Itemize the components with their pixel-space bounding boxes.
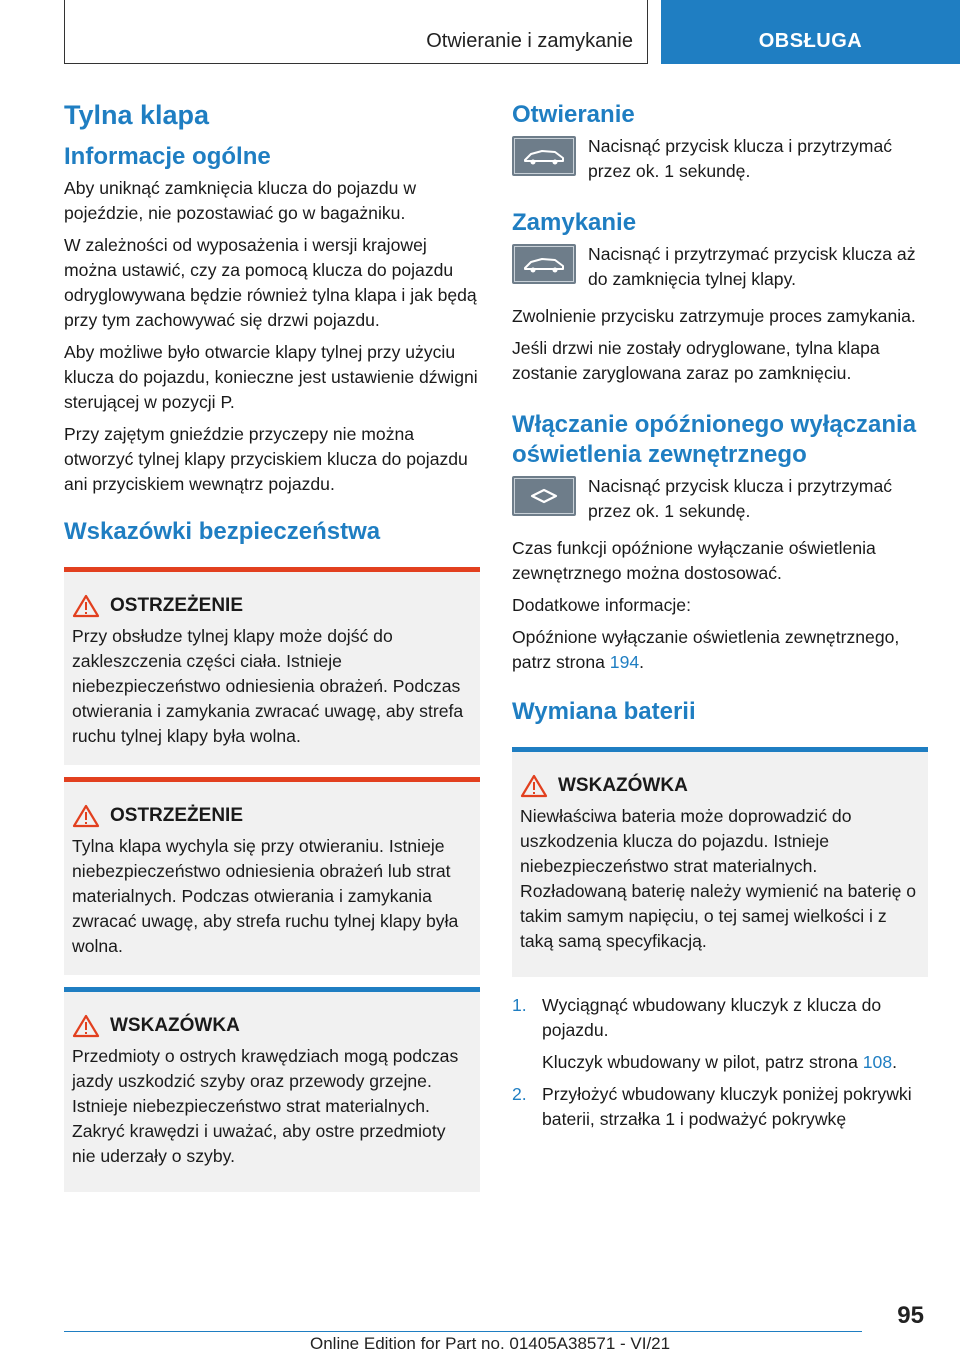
note-title: WSKAZÓWKA	[558, 775, 688, 796]
close-paragraph-1: Zwolnienie przycisku zatrzymuje proces zamykania.	[512, 306, 916, 326]
header-chapter-tab	[661, 0, 960, 64]
tailgate-button-icon	[512, 244, 576, 284]
general-paragraph-3: Aby możliwe było otwarcie klapy tylnej przy użyciu klucza do pojazdu, konieczne jest ustawienie dźwigni sterującej w pozycji P.	[64, 342, 478, 412]
warning-box-2	[64, 777, 480, 975]
step-number: 1.	[512, 995, 527, 1015]
light-heading: Włączanie opóźnionego wyłączania oświetlenia zewnętrznego	[512, 411, 917, 468]
general-heading: Informacje ogólne	[64, 143, 271, 170]
warning-box-1	[64, 567, 480, 765]
page-number: 95	[897, 1302, 924, 1329]
note-box-2	[512, 747, 928, 977]
header-chapter-title: OBSŁUGA	[758, 30, 863, 52]
warning-text: Tylna klapa wychyla się przy otwieraniu. Istnieje niebezpieczeństwo odniesienia obrażeń lub strat materialnych. Podczas otwierania i zamykania zwracać uwagę, aby strefa ruchu tylnej klapy była wolna.	[72, 836, 459, 956]
step-text: Wyciągnąć wbudowany kluczyk z klucza do pojazdu.	[542, 995, 882, 1040]
warning-triangle-icon	[72, 1014, 100, 1038]
general-paragraph-2: W zależności od wyposażenia i wersji krajowej można ustawić, czy za pomocą klucza do pojazdu odryglowywana będzie również tylna klapa i jak będą przy tym zachowywać się drzwi pojazdu.	[64, 235, 477, 330]
close-paragraph-2: Jeśli drzwi nie zostały odryglowane, tylna klapa zostanie zaryglowana zaraz po zamknięciu.	[512, 338, 880, 383]
warning-text: Przy obsłudze tylnej klapy może dojść do zakleszczenia części ciała. Istnieje niebezpieczeństwo odniesienia obrażeń. Podczas otwierania i zamykania zwracać uwagę, aby strefa ruchu tylnej klapy była wolna.	[72, 626, 464, 746]
note-title: WSKAZÓWKA	[110, 1015, 240, 1036]
page-link-108[interactable]: 108	[862, 1052, 893, 1072]
warning-title: OSTRZEŻENIE	[110, 805, 244, 826]
step-subtext: Kluczyk wbudowany w pilot, patrz strona 108.	[542, 1052, 897, 1072]
footer-divider	[64, 1331, 862, 1332]
open-heading: Otwieranie	[512, 101, 635, 128]
note-text: Przedmioty o ostrych krawędziach mogą podczas jazdy uszkodzić szyby oraz przewody grzejne. Istnieje niebezpieczeństwo strat materialnych. Zakryć krawędzi i uważać, aby ostre przedmioty nie uderzały o szyby.	[72, 1046, 459, 1166]
close-instruction: Nacisnąć i przytrzymać przycisk klucza aż do zamknięcia tylnej klapy.	[588, 244, 916, 289]
warning-title: OSTRZEŻENIE	[110, 595, 244, 616]
warning-triangle-icon	[72, 804, 100, 828]
left-column	[64, 100, 480, 1192]
footer-edition: Online Edition for Part no. 01405A38571 - VI/21	[310, 1334, 671, 1353]
general-paragraph-1: Aby uniknąć zamknięcia klucza do pojazdu w pojeździe, nie pozostawiać go w bagażniku.	[64, 178, 417, 223]
light-paragraph-3: Opóźnione wyłączanie oświetlenia zewnętrznego, patrz strona 194.	[512, 627, 900, 672]
safety-heading: Wskazówki bezpieczeństwa	[64, 518, 381, 545]
light-paragraph-2: Dodatkowe informacje:	[512, 595, 691, 615]
step-number: 2.	[512, 1084, 527, 1104]
header-section-title: Otwieranie i zamykanie	[426, 30, 633, 52]
note-box-1	[64, 987, 480, 1192]
list-item-step-2	[512, 1082, 928, 1139]
warning-triangle-icon	[72, 594, 100, 618]
section-title: Tylna klapa	[64, 100, 210, 130]
tailgate-button-icon	[512, 136, 576, 176]
close-heading: Zamykanie	[512, 209, 637, 236]
light-button-icon	[512, 476, 576, 516]
right-column	[512, 100, 928, 1139]
light-instruction: Nacisnąć przycisk klucza i przytrzymać przez ok. 1 sekundę.	[588, 476, 893, 521]
general-paragraph-4: Przy zajętym gnieździe przyczepy nie można otworzyć tylnej klapy przyciskiem klucza do pojazdu ani przyciskiem wewnątrz pojazdu.	[64, 424, 468, 494]
header-section-box	[64, 0, 648, 64]
list-item-step-1	[512, 993, 928, 1082]
battery-heading: Wymiana baterii	[512, 698, 696, 725]
step-text: Przyłożyć wbudowany kluczyk poniżej pokrywki baterii, strzałka 1 i podważyć pokrywkę	[542, 1084, 912, 1129]
light-paragraph-1: Czas funkcji opóźnione wyłączanie oświetlenia zewnętrznego można dostosować.	[512, 538, 876, 583]
note-text: Niewłaściwa bateria może doprowadzić do uszkodzenia klucza do pojazdu. Istnieje niebezpieczeństwo strat materialnych. Rozładowaną baterię należy wymienić na baterię o takim samym napięciu, o tej samej wielkości i z taką samą specyfikacją.	[520, 806, 917, 951]
page-link-194[interactable]: 194	[609, 652, 640, 672]
warning-triangle-icon	[520, 774, 548, 798]
open-instruction: Nacisnąć przycisk klucza i przytrzymać przez ok. 1 sekundę.	[588, 136, 893, 181]
